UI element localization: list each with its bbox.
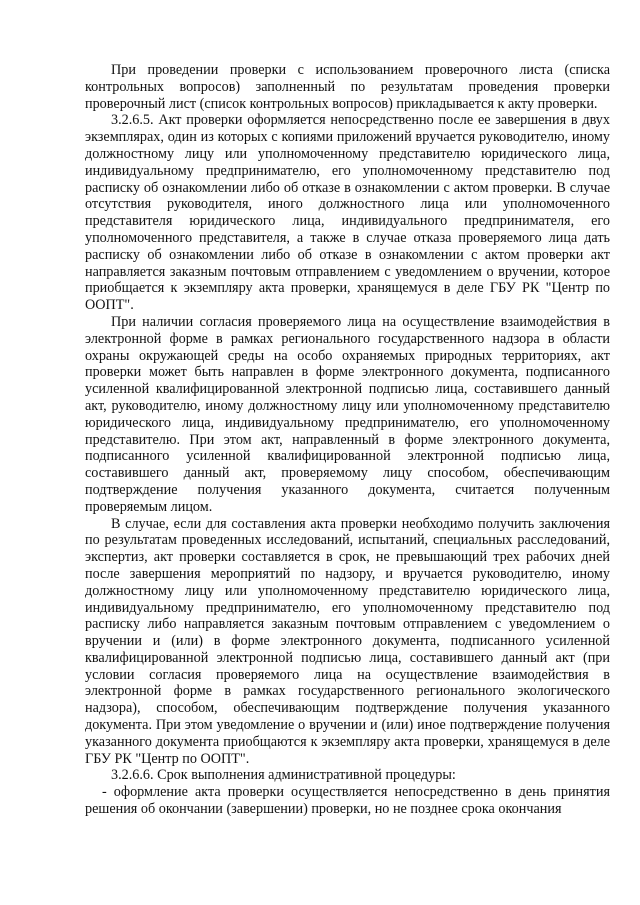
document-page (85, 62, 610, 818)
paragraph-checklist: При проведении проверки с использованием проверочного листа (списка контрольных вопросов) заполненный по результатам проведения проверки проверочный лист (список контрольных вопросов) прикладывается к акту проверки. (85, 62, 610, 112)
paragraph-3-2-6-6: 3.2.6.6. Срок выполнения административной процедуры: (111, 767, 456, 784)
paragraph-3-2-6-5: 3.2.6.5. Акт проверки оформляется непосредственно после ее завершения в двух экземплярах, один из которых с копиями приложений вручается руководителю, иному должностному лицу или уполномоченному представителю юридического лица, индивидуальному предпринимателю, его уполномоченному представителю под расписку об ознакомлении либо об отказе в ознакомлении с актом проверки. В случае отсутствия руководителя, иного должностного лица или уполномоченного представителя юридического лица, индивидуального предпринимателя, его уполномоченного представителя, а также в случае отказа проверяемого лица дать расписку об ознакомлении либо об отказе в ознакомлении с актом проверки акт направляется заказным почтовым отправлением с уведомлением о вручении, которое приобщается к экземпляру акта проверки, хранящемуся в деле ГБУ РК "Центр по ООПТ". (85, 112, 610, 314)
paragraph-electronic-form: При наличии согласия проверяемого лица на осуществление взаимодействия в электронной форме в рамках регионального государственного надзора в области охраны окружающей среды на особо охраняемых природных территориях, акт проверки может быть направлен в форме электронного документа, подписанного усиленной квалифицированной электронной подписью лица, составившего данный акт, руководителю, иному должностному лицу или уполномоченному представителю юридического лица, индивидуальному предпринимателю, его уполномоченному представителю. При этом акт, направленный в форме электронного документа, подписанного усиленной квалифицированной электронной подписью лица, составившего данный акт, проверяемому лицу способом, обеспечивающим подтверждение получения указанного документа, считается полученным проверяемым лицом. (85, 313, 610, 515)
paragraph-expert-conclusions: В случае, если для составления акта проверки необходимо получить заключения по результатам проведенных исследований, испытаний, специальных расследований, экспертиз, акт проверки составляется в срок, не превышающий трех рабочих дней после завершения мероприятий по надзору, и вручается руководителю, иному должностному лицу или уполномоченному представителю юридического лица, индивидуальному предпринимателю, его уполномоченному представителю под расписку либо направляется заказным почтовым отправлением с уведомлением о вручении и (или) в форме электронного документа, подписанного усиленной квалифицированной электронной подписью лица, составившего данный акт (при условии согласия проверяемого лица на осуществление взаимодействия в электронной форме в рамках государственного регионального экологического надзора), способом, обеспечивающим подтверждение получения указанного документа. При этом уведомление о вручении и (или) иное подтверждение получения указанного документа приобщаются к экземпляру акта проверки, хранящемуся в деле ГБУ РК "Центр по ООПТ". (85, 515, 610, 767)
paragraph-deadline-item: - оформление акта проверки осуществляется непосредственно в день принятия решения об окончании (завершении) проверки, но не позднее срока окончания (85, 784, 610, 818)
